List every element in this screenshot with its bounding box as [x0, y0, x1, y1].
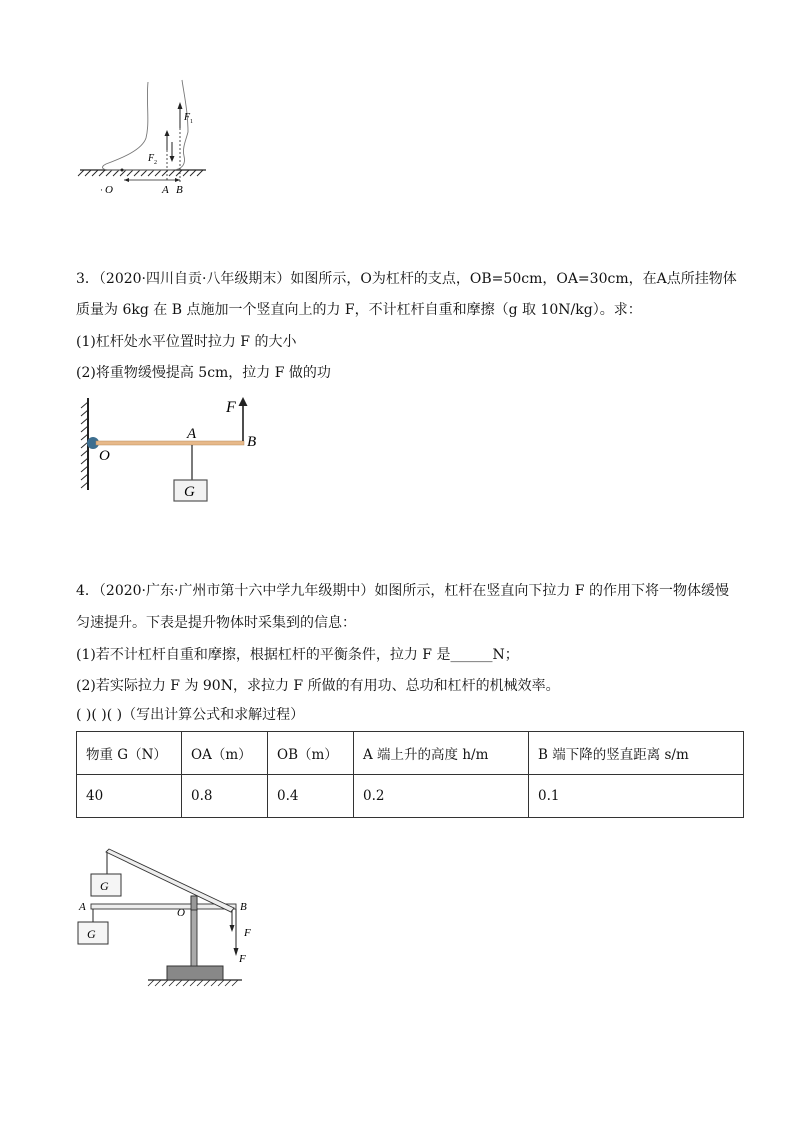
table-header-row — [77, 732, 744, 775]
label-F2-sub: 2 — [154, 160, 157, 166]
label-O: O — [177, 907, 185, 919]
label-O: O — [99, 448, 110, 464]
label-G-top: G — [100, 879, 109, 893]
label-O: O — [105, 184, 113, 196]
stand-lever-figure — [76, 840, 266, 990]
q3-line-2: 质量为 6kg 在 B 点施加一个竖直向上的力 F，不计杠杆自重和摩擦（g 取 10N/kg）。求： — [76, 302, 642, 318]
label-A: A — [79, 901, 86, 913]
q4-line-5: ( )( )( )（写出计算公式和求解过程） — [76, 707, 305, 723]
label-A: A — [162, 184, 169, 196]
q4-line-4: (2)若实际拉力 F 为 90N，求拉力 F 所做的有用功、总功和杠杆的机械效率。 — [76, 678, 560, 694]
table-header-cell: OA（m） — [182, 732, 268, 775]
label-B: B — [176, 184, 183, 196]
label-F2: F — [239, 953, 246, 965]
label-F1: F — [184, 112, 191, 123]
label-F1-sub: 1 — [190, 119, 193, 125]
q4-line-2: 匀速提升。下表是提升物体时采集到的信息： — [76, 615, 356, 631]
table-header-cell: OB（m） — [268, 732, 354, 775]
label-B: B — [240, 901, 247, 913]
q4-line-3: (1)若不计杠杆自重和摩擦，根据杠杆的平衡条件，拉力 F 是______N； — [76, 647, 519, 663]
label-A: A — [187, 426, 197, 442]
label-B: B — [247, 434, 257, 450]
q4-line-1: 4．（2020·广东·广州市第十六中学九年级期中）如图所示，杠杆在竖直向下拉力 F 的作用下将一物体缓慢 — [76, 583, 730, 599]
table-header-cell: A 端上升的高度 h/m — [354, 732, 529, 775]
table-header-cell: B 端下降的竖直距离 s/m — [529, 732, 744, 775]
q3-line-1: 3．（2020·四川自贡·八年级期末）如图所示，O为杠杆的支点，OB=50cm，OA=30cm，在A点所挂物体 — [76, 271, 737, 287]
data-table — [76, 731, 744, 818]
table-header-cell: 物重 G（N） — [77, 732, 182, 775]
label-G: G — [184, 484, 195, 500]
svg-text:·: · — [100, 185, 103, 195]
table-row — [77, 775, 744, 818]
q3-line-4: (2)将重物缓慢提高 5cm，拉力 F 做的功 — [76, 365, 331, 381]
table-cell: 40 — [77, 775, 182, 818]
table-cell: 0.1 — [529, 775, 744, 818]
wall-lever-figure — [76, 392, 276, 510]
q3-line-3: (1)杠杆处水平位置时拉力 F 的大小 — [76, 334, 297, 350]
label-G-bottom: G — [87, 927, 96, 941]
table-cell: 0.2 — [354, 775, 529, 818]
table-cell: 0.4 — [268, 775, 354, 818]
label-F2: F — [148, 153, 155, 164]
label-F1: F — [244, 927, 251, 939]
label-F: F — [226, 399, 236, 416]
table-cell: 0.8 — [182, 775, 268, 818]
foot-lever-figure — [76, 72, 226, 202]
